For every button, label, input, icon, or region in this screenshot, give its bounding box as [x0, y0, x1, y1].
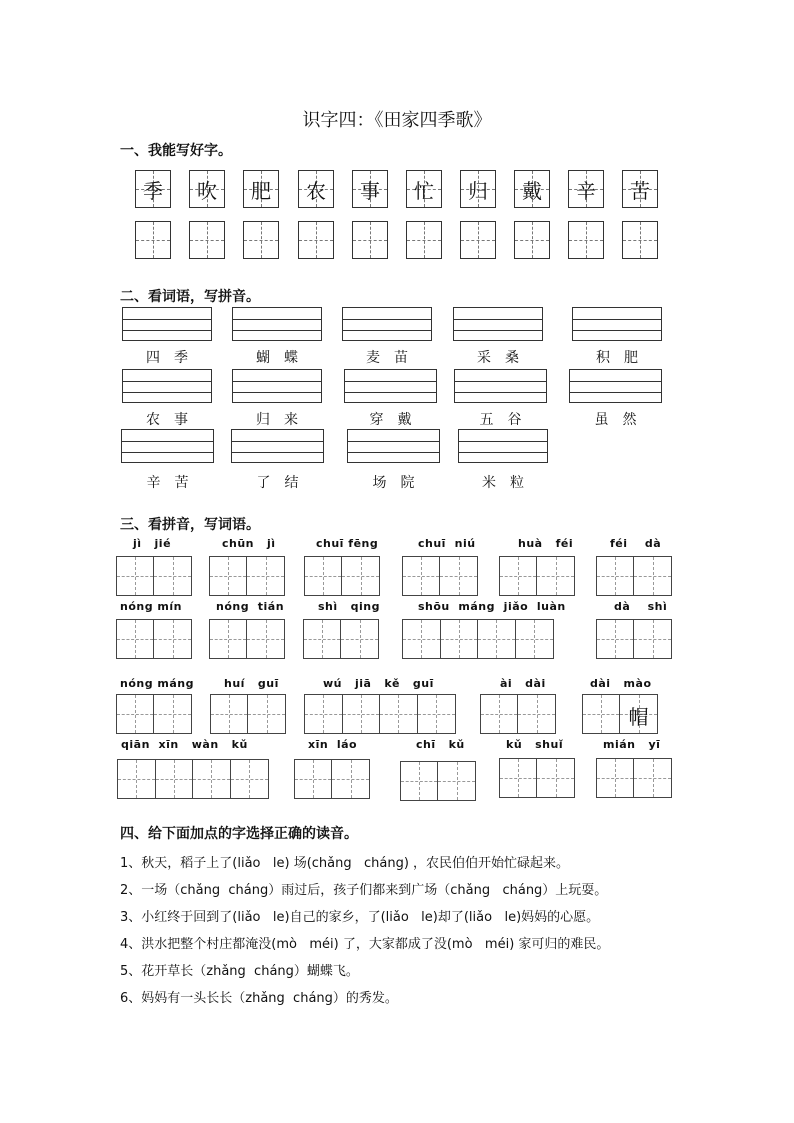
- word-label: 米粒: [482, 475, 538, 491]
- answer-cell[interactable]: [583, 695, 620, 733]
- pinyin-prompt: ài dài: [500, 677, 546, 690]
- pinyin-prompt: jì jié: [133, 537, 172, 550]
- answer-cell[interactable]: [118, 760, 156, 798]
- answer-box[interactable]: [400, 761, 476, 801]
- answer-cell[interactable]: [597, 620, 634, 658]
- answer-cell[interactable]: [332, 760, 369, 798]
- pinyin-prompt: dà shì: [614, 600, 668, 613]
- model-char: 苦: [630, 179, 650, 203]
- pinyin-line-box[interactable]: [454, 369, 547, 403]
- answer-cell[interactable]: [634, 557, 671, 595]
- pinyin-prompt: shì qing: [318, 600, 380, 613]
- pinyin-prompt: xīn láo: [308, 738, 358, 751]
- answer-cell[interactable]: [154, 695, 191, 733]
- answer-cell[interactable]: [380, 695, 418, 733]
- model-char: 辛: [576, 179, 596, 203]
- pinyin-line-box[interactable]: [232, 369, 322, 403]
- practice-box[interactable]: [622, 221, 658, 259]
- model-char: 农: [306, 179, 326, 203]
- model-char: 吹: [197, 179, 217, 203]
- answer-cell[interactable]: [438, 762, 475, 800]
- answer-box[interactable]: [499, 556, 575, 596]
- answer-cell[interactable]: [500, 557, 537, 595]
- section3-heading: 三、看拼音，写词语。: [120, 517, 260, 533]
- question-1: 1、秋天，稻子上了(liǎo le) 场(chǎng cháng) ，农民伯伯开始忙碌起来。: [120, 856, 570, 871]
- answer-box[interactable]: [582, 694, 658, 734]
- word-label: 麦苗: [366, 350, 422, 366]
- model-char: 忙: [414, 179, 434, 203]
- answer-cell[interactable]: [620, 695, 657, 733]
- answer-box[interactable]: [209, 619, 285, 659]
- pinyin-line-box[interactable]: [231, 429, 324, 463]
- practice-box[interactable]: [460, 221, 496, 259]
- answer-cell[interactable]: [440, 557, 477, 595]
- word-label: 场院: [372, 475, 429, 491]
- answer-cell[interactable]: [481, 695, 518, 733]
- answer-cell[interactable]: [401, 762, 438, 800]
- section1-heading: 一、我能写好字。: [120, 143, 232, 159]
- answer-cell[interactable]: [418, 695, 455, 733]
- answer-box[interactable]: [116, 694, 192, 734]
- pinyin-line-box[interactable]: [458, 429, 548, 463]
- pinyin-prompt: huí guī: [224, 677, 279, 690]
- answer-cell[interactable]: [247, 557, 284, 595]
- model-char: 季: [143, 179, 163, 203]
- answer-cell[interactable]: [248, 695, 285, 733]
- page-title: 识字四：《田家四季歌》: [302, 110, 492, 131]
- char-box: [189, 170, 225, 208]
- answer-cell[interactable]: [193, 760, 231, 798]
- answer-cell[interactable]: [537, 759, 574, 797]
- answer-cell[interactable]: [117, 557, 154, 595]
- pinyin-prompt: chuī fēng: [316, 537, 379, 550]
- answer-cell[interactable]: [597, 557, 634, 595]
- answer-cell[interactable]: [341, 620, 378, 658]
- answer-cell[interactable]: [537, 557, 574, 595]
- answer-cell[interactable]: [117, 620, 154, 658]
- answer-cell[interactable]: [247, 620, 284, 658]
- practice-box[interactable]: [189, 221, 225, 259]
- answer-cell[interactable]: [231, 760, 268, 798]
- question-4: 4、洪水把整个村庄都淹没(mò méi) 了，大家都成了没(mò méi) 家可归的难民。: [120, 937, 610, 952]
- answer-box[interactable]: [116, 619, 192, 659]
- word-label: 穿戴: [369, 412, 426, 428]
- model-char: 事: [360, 179, 380, 203]
- answer-cell[interactable]: [305, 695, 343, 733]
- question-6: 6、妈妈有一头长长（zhǎng cháng）的秀发。: [120, 991, 398, 1006]
- question-2: 2、一场（chǎng cháng）雨过后，孩子们都来到广场（chǎng cháng）上玩耍。: [120, 883, 608, 898]
- question-5: 5、花开草长（zhǎng cháng）蝴蝶飞。: [120, 964, 359, 979]
- word-label: 辛苦: [146, 475, 203, 491]
- pinyin-line-box[interactable]: [342, 307, 432, 341]
- answer-cell[interactable]: [295, 760, 332, 798]
- word-label: 农事: [146, 412, 202, 428]
- question-3: 3、小红终于回到了(liǎo le)自己的家乡，了(liǎo le)却了(liǎo le)妈妈的心愿。: [120, 910, 600, 925]
- pinyin-line-box[interactable]: [347, 429, 440, 463]
- pinyin-prompt: huà féi: [518, 537, 574, 550]
- char-box: [514, 170, 550, 208]
- answer-box[interactable]: [210, 694, 286, 734]
- answer-cell[interactable]: [211, 695, 248, 733]
- pinyin-prompt: kǔ shuǐ: [506, 738, 564, 751]
- pinyin-prompt: nóng tián: [216, 600, 285, 613]
- pinyin-line-box[interactable]: [122, 307, 212, 341]
- pinyin-prompt: nóng máng: [120, 677, 195, 690]
- pinyin-prompt: nóng mín: [120, 600, 182, 613]
- answer-box[interactable]: [596, 758, 672, 798]
- pinyin-line-box[interactable]: [232, 307, 322, 341]
- pinyin-prompt: qiān xīn wàn kǔ: [121, 738, 248, 751]
- answer-box[interactable]: [596, 556, 672, 596]
- pinyin-prompt: wú jiā kě guī: [323, 677, 434, 690]
- answer-cell[interactable]: [210, 557, 247, 595]
- answer-cell[interactable]: [304, 620, 341, 658]
- answer-box[interactable]: [480, 694, 556, 734]
- model-char: 归: [468, 179, 488, 203]
- char-box: [622, 170, 658, 208]
- practice-box[interactable]: [514, 221, 550, 259]
- pinyin-prompt: chūn jì: [222, 537, 276, 550]
- word-label: 四季: [146, 350, 202, 366]
- word-label: 积肥: [596, 350, 652, 366]
- practice-box[interactable]: [406, 221, 442, 259]
- section2-heading: 二、看词语，写拼音。: [120, 289, 260, 305]
- answer-cell[interactable]: [634, 620, 671, 658]
- answer-cell[interactable]: [342, 557, 379, 595]
- model-char: 肥: [251, 179, 271, 203]
- char-box: [406, 170, 442, 208]
- answer-cell[interactable]: [500, 759, 537, 797]
- answer-box[interactable]: [304, 556, 380, 596]
- answer-box[interactable]: [499, 758, 575, 798]
- pinyin-prompt: dài mào: [590, 677, 652, 690]
- practice-box[interactable]: [352, 221, 388, 259]
- answer-cell[interactable]: [117, 695, 154, 733]
- section4-heading: 四、给下面加点的字选择正确的读音。: [120, 826, 358, 842]
- answer-cell[interactable]: [154, 620, 191, 658]
- answer-box[interactable]: [294, 759, 370, 799]
- practice-box[interactable]: [298, 221, 334, 259]
- answer-cell[interactable]: [403, 557, 440, 595]
- pinyin-prompt: féi dà: [610, 537, 662, 550]
- answer-cell[interactable]: [516, 620, 553, 658]
- model-char: 戴: [522, 179, 542, 203]
- char-box: [460, 170, 496, 208]
- pinyin-line-box[interactable]: [121, 429, 214, 463]
- practice-box[interactable]: [568, 221, 604, 259]
- pinyin-prompt: chuī niú: [418, 537, 476, 550]
- answer-box[interactable]: [209, 556, 285, 596]
- answer-cell[interactable]: [343, 695, 381, 733]
- char-box: [135, 170, 171, 208]
- answer-cell[interactable]: [597, 759, 634, 797]
- answer-box[interactable]: [116, 556, 192, 596]
- answer-box[interactable]: [303, 619, 379, 659]
- answer-cell[interactable]: [518, 695, 555, 733]
- word-label: 虽然: [594, 412, 651, 428]
- pinyin-line-box[interactable]: [344, 369, 437, 403]
- word-label: 采桑: [477, 350, 533, 366]
- char-box: [352, 170, 388, 208]
- pinyin-prompt: chī kǔ: [416, 738, 465, 751]
- answer-cell[interactable]: [403, 620, 441, 658]
- pinyin-line-box[interactable]: [122, 369, 212, 403]
- pinyin-line-box[interactable]: [569, 369, 662, 403]
- char-box: [243, 170, 279, 208]
- word-label: 五谷: [479, 412, 536, 428]
- answer-cell[interactable]: [210, 620, 247, 658]
- word-label: 蝴蝶: [256, 350, 312, 366]
- answer-cell[interactable]: [156, 760, 194, 798]
- pinyin-line-box[interactable]: [572, 307, 662, 341]
- answer-cell[interactable]: [634, 759, 671, 797]
- prefilled-char: 帽: [628, 705, 649, 729]
- answer-box[interactable]: [596, 619, 672, 659]
- char-box: [568, 170, 604, 208]
- pinyin-prompt: mián yī: [603, 738, 661, 751]
- answer-box[interactable]: [402, 619, 554, 659]
- answer-cell[interactable]: [305, 557, 342, 595]
- word-label: 了结: [256, 475, 313, 491]
- pinyin-line-box[interactable]: [453, 307, 543, 341]
- answer-box[interactable]: [117, 759, 269, 799]
- pinyin-prompt: shōu máng jiǎo luàn: [418, 600, 566, 613]
- char-box: [298, 170, 334, 208]
- answer-cell[interactable]: [441, 620, 479, 658]
- answer-cell[interactable]: [478, 620, 516, 658]
- answer-box[interactable]: [402, 556, 478, 596]
- practice-box[interactable]: [135, 221, 171, 259]
- practice-box[interactable]: [243, 221, 279, 259]
- answer-box[interactable]: [304, 694, 456, 734]
- word-label: 归来: [256, 412, 312, 428]
- answer-cell[interactable]: [154, 557, 191, 595]
